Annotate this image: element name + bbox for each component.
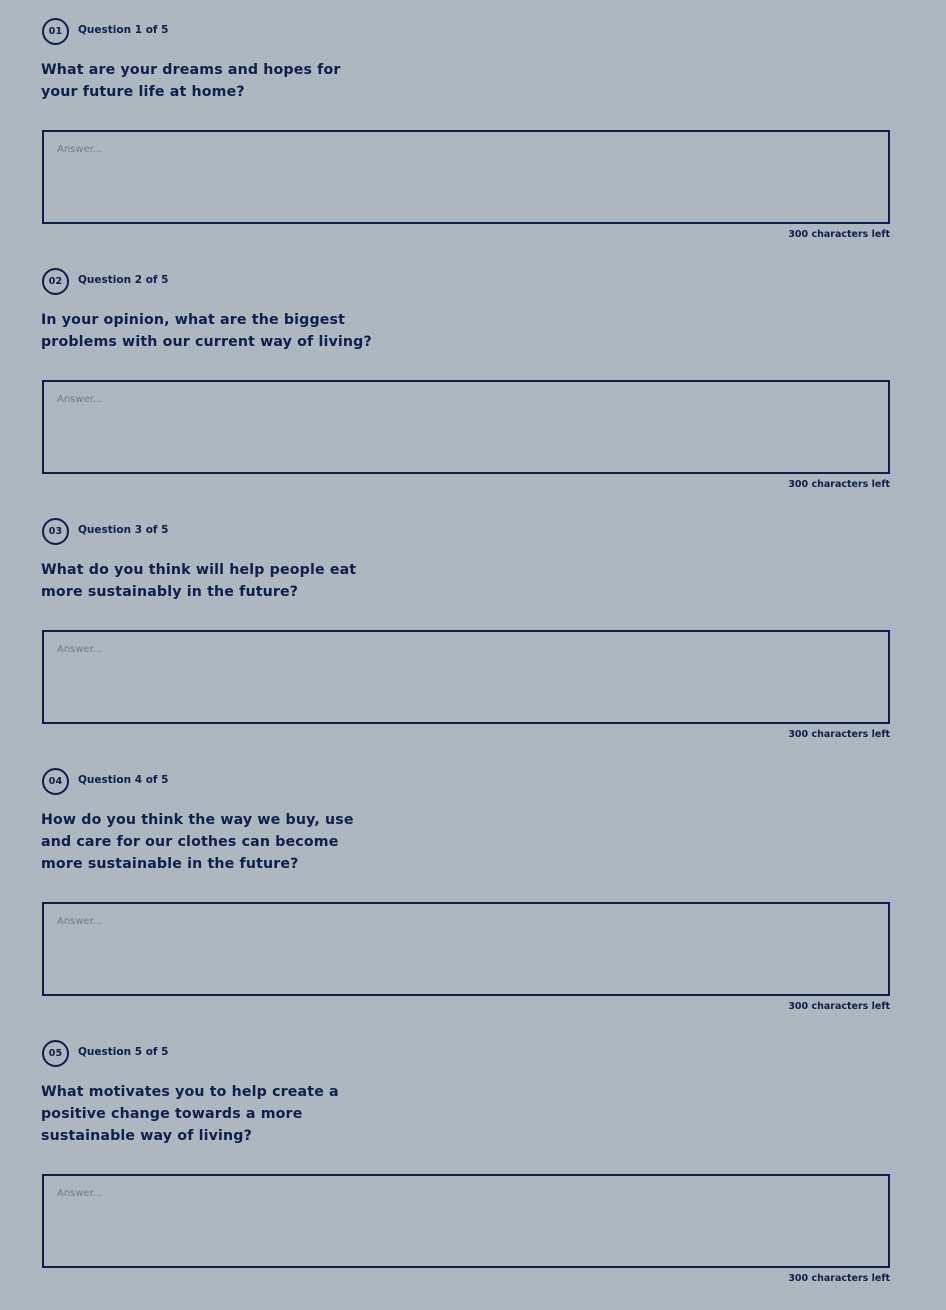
answer-field[interactable] <box>42 902 890 996</box>
question-text: In your opinion, what are the biggest problems with our current way of living? <box>41 312 372 350</box>
question-number-badge: 01 <box>42 18 69 45</box>
question-1 <box>41 18 890 240</box>
question-counter: Question 3 of 5 <box>78 524 169 536</box>
question-header <box>41 268 890 296</box>
question-number-badge: 05 <box>42 1040 69 1067</box>
question-header <box>41 18 890 46</box>
question-counter: Question 5 of 5 <box>78 1046 169 1058</box>
characters-left-counter: 300 characters left <box>788 479 890 490</box>
question-header <box>41 518 890 546</box>
question-number-badge: 02 <box>42 268 69 295</box>
question-text: What motivates you to help create a positive change towards a more sustainable way of living? <box>41 1084 339 1144</box>
question-text: What are your dreams and hopes for your future life at home? <box>41 62 341 100</box>
question-counter: Question 1 of 5 <box>78 24 169 36</box>
question-counter: Question 4 of 5 <box>78 774 169 786</box>
question-4 <box>41 768 890 1012</box>
question-number-badge: 04 <box>42 768 69 795</box>
question-2 <box>41 268 890 490</box>
characters-left-counter: 300 characters left <box>788 1273 890 1284</box>
characters-left-counter: 300 characters left <box>788 1001 890 1012</box>
question-header <box>41 1040 890 1068</box>
answer-field[interactable] <box>42 130 890 224</box>
question-header <box>41 768 890 796</box>
question-5 <box>41 1040 890 1284</box>
question-text: What do you think will help people eat more sustainably in the future? <box>41 562 357 600</box>
question-text: How do you think the way we buy, use and care for our clothes can become more sustainable in the future? <box>41 812 354 872</box>
question-counter: Question 2 of 5 <box>78 274 169 286</box>
question-number-badge: 03 <box>42 518 69 545</box>
characters-left-counter: 300 characters left <box>788 229 890 240</box>
answer-field[interactable] <box>42 1174 890 1268</box>
answer-field[interactable] <box>42 630 890 724</box>
characters-left-counter: 300 characters left <box>788 729 890 740</box>
question-3 <box>41 518 890 740</box>
answer-field[interactable] <box>42 380 890 474</box>
